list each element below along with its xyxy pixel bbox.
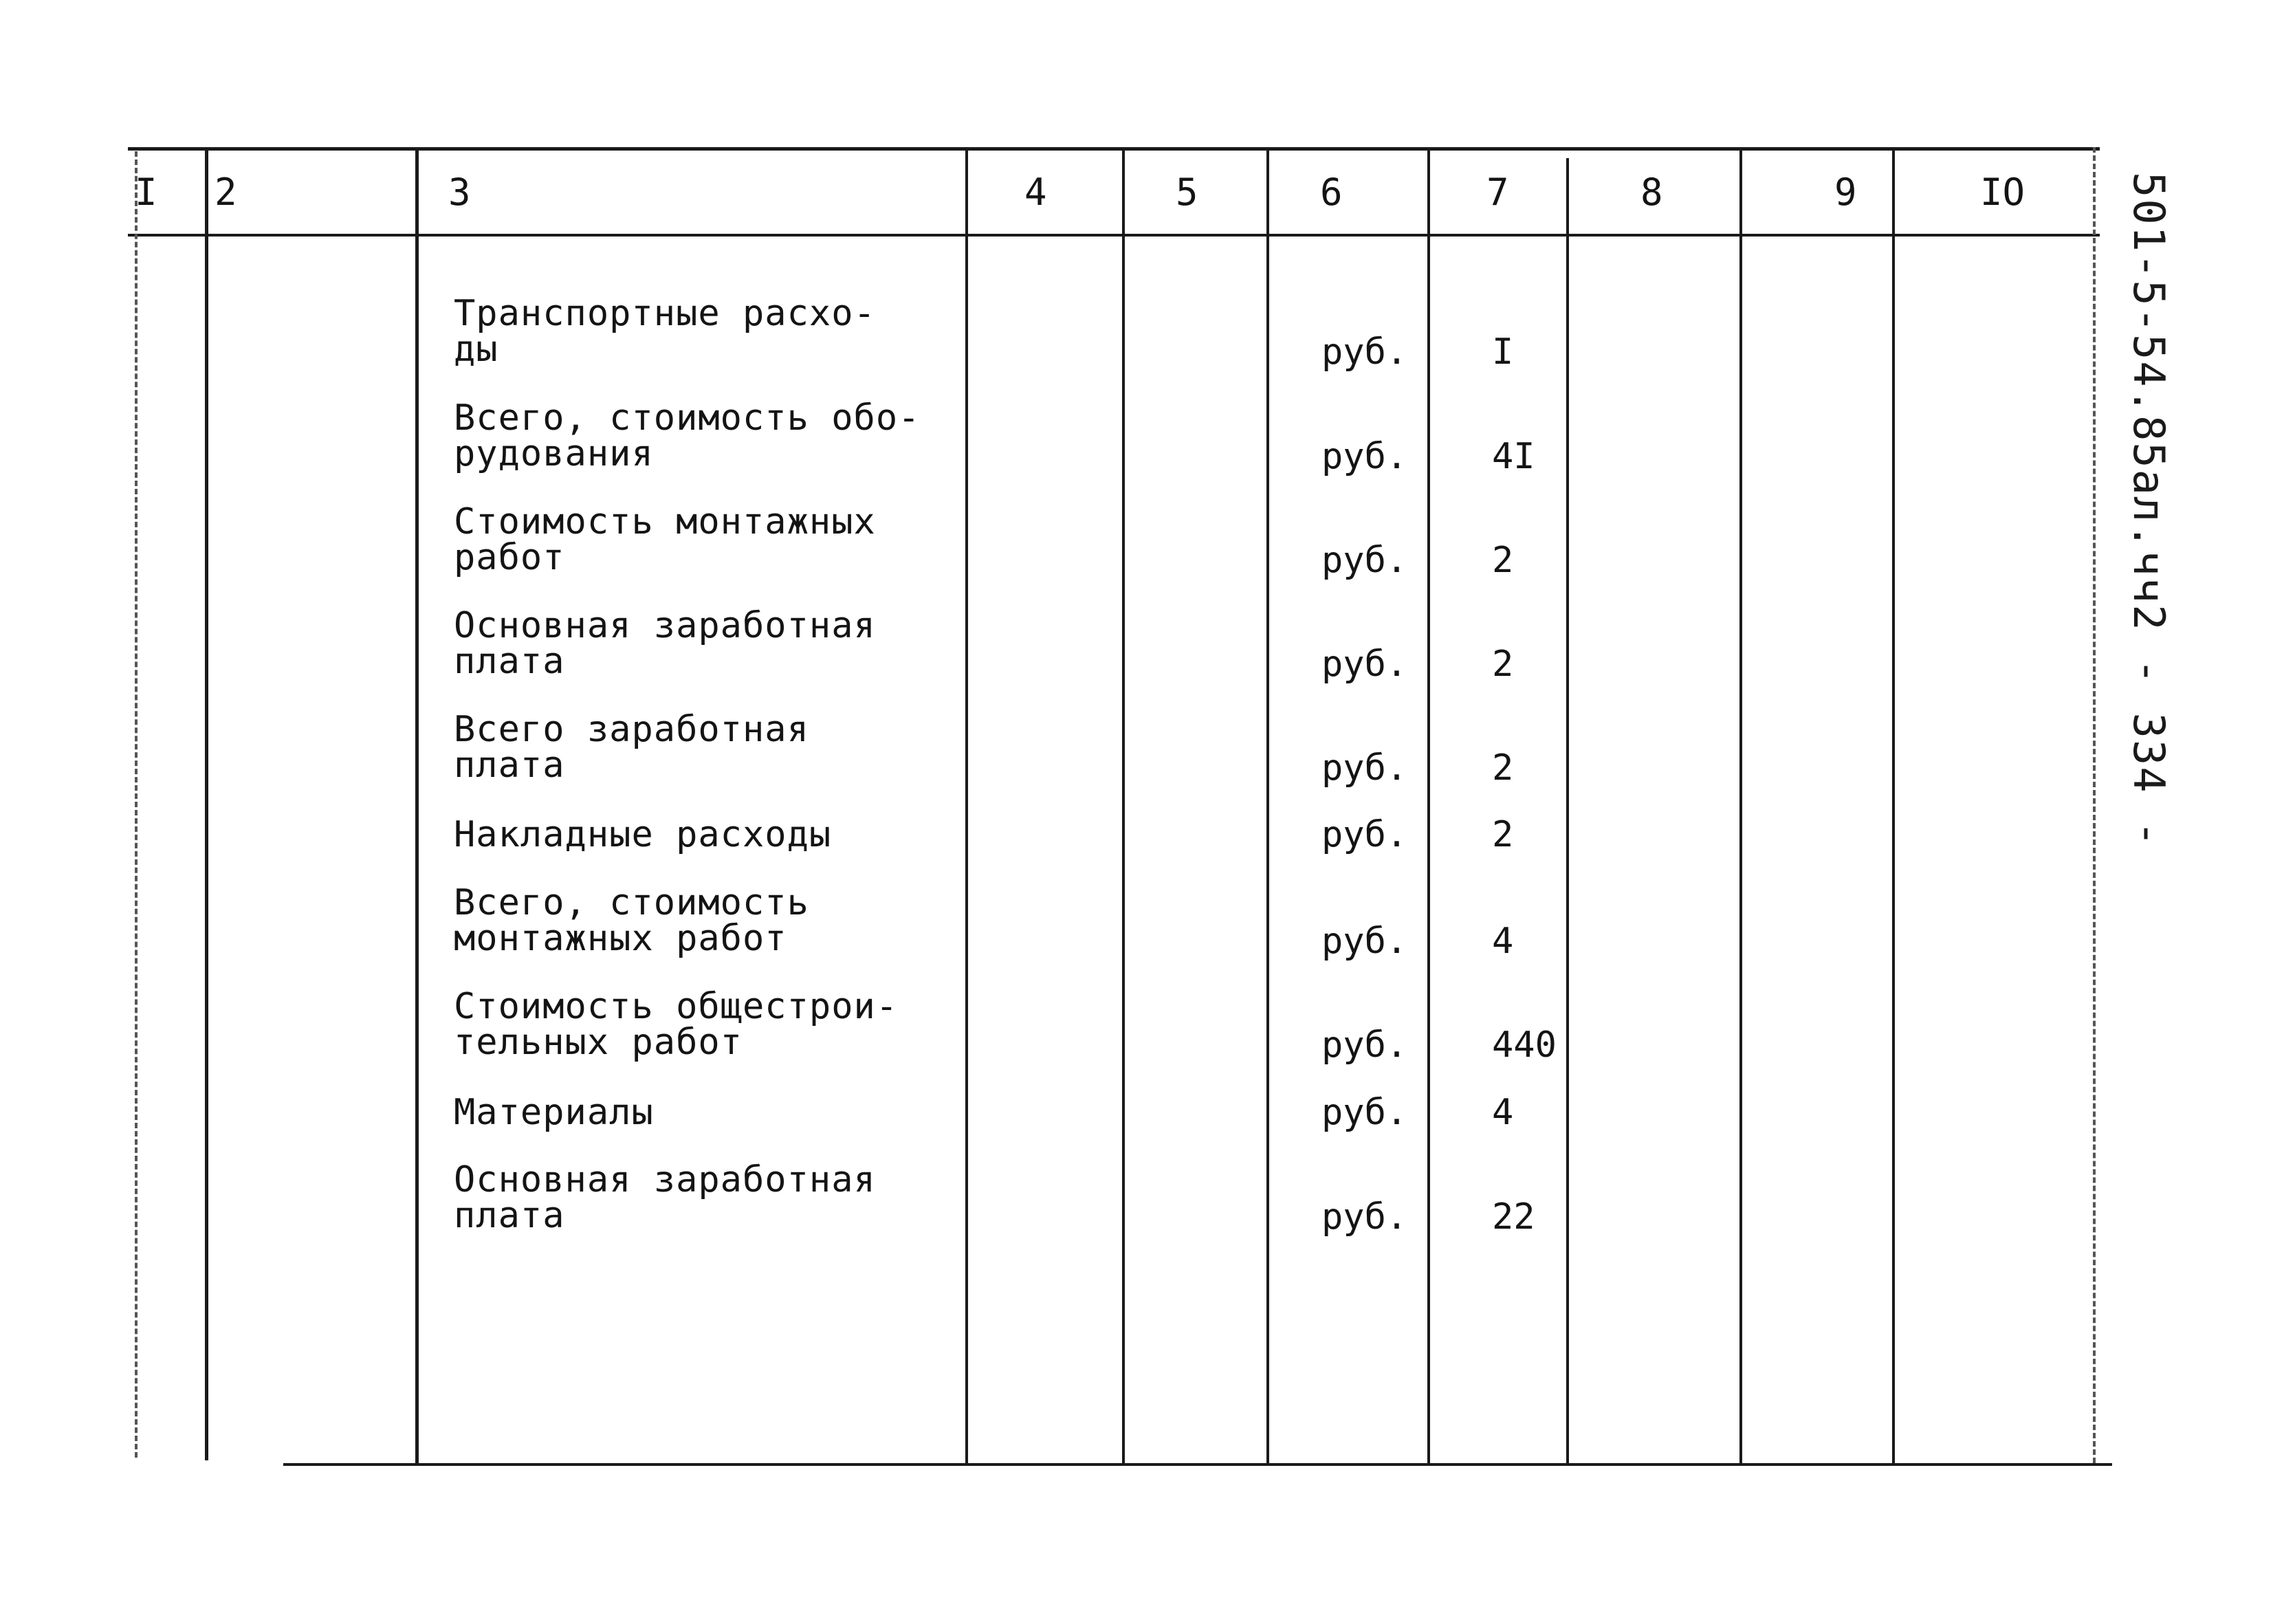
row-2-unit: руб. <box>1321 436 1408 477</box>
column-6-right-rule <box>1427 147 1430 1463</box>
column-7-right-rule <box>1566 158 1569 1463</box>
column-8-right-rule <box>1739 147 1742 1463</box>
row-4-quantity: 2 <box>1492 644 1514 685</box>
row-2-description: Всего, стоимость обо- рудования <box>454 397 921 474</box>
row-10-description: Основная заработная плата <box>454 1159 876 1236</box>
header-bottom-rule <box>128 234 2100 237</box>
column-number-9: 9 <box>1834 171 1857 214</box>
column-number-6: 6 <box>1320 171 1343 214</box>
row-8-quantity: 440 <box>1492 1024 1557 1066</box>
table-top-rule <box>128 147 2100 151</box>
column-number-4: 4 <box>1024 171 1047 214</box>
row-8-unit: руб. <box>1321 1024 1408 1066</box>
column-number-7: 7 <box>1486 171 1509 214</box>
document-code: 501-5-54.85ал.чч2 - 334 - <box>2124 172 2174 848</box>
column-number-10: IO <box>1980 171 2025 214</box>
row-2-quantity: 4I <box>1492 436 1535 477</box>
column-4-right-rule <box>1122 147 1125 1463</box>
column-9-right-rule <box>1892 147 1895 1463</box>
row-3-description: Стоимость монтажных работ <box>454 501 876 578</box>
column-10-right-rule <box>2093 147 2096 1463</box>
row-6-description: Накладные расходы <box>454 814 832 855</box>
column-number-2: 2 <box>215 171 237 214</box>
row-8-description: Стоимость общестрои- тельных работ <box>454 986 899 1063</box>
row-9-quantity: 4 <box>1492 1092 1514 1133</box>
column-1-right-rule <box>205 147 208 1460</box>
row-1-description: Транспортные расхо- ды <box>454 293 876 370</box>
row-7-quantity: 4 <box>1492 921 1514 962</box>
row-1-unit: руб. <box>1321 331 1408 373</box>
row-7-description: Всего, стоимость монтажных работ <box>454 882 809 959</box>
row-1-quantity: I <box>1492 331 1514 373</box>
row-6-unit: руб. <box>1321 814 1408 855</box>
row-10-quantity: 22 <box>1492 1196 1535 1238</box>
column-number-8: 8 <box>1640 171 1663 214</box>
table-bottom-rule <box>283 1463 2112 1466</box>
row-6-quantity: 2 <box>1492 814 1514 855</box>
row-3-quantity: 2 <box>1492 540 1514 581</box>
column-3-right-rule <box>965 147 968 1463</box>
column-5-right-rule <box>1266 147 1269 1463</box>
row-4-description: Основная заработная плата <box>454 605 876 682</box>
row-5-description: Всего заработная плата <box>454 709 809 786</box>
row-9-description: Материалы <box>454 1092 654 1133</box>
column-number-5: 5 <box>1176 171 1198 214</box>
row-4-unit: руб. <box>1321 644 1408 685</box>
row-10-unit: руб. <box>1321 1196 1408 1238</box>
column-number-3: 3 <box>448 171 471 214</box>
row-5-quantity: 2 <box>1492 747 1514 789</box>
row-7-unit: руб. <box>1321 921 1408 962</box>
row-3-unit: руб. <box>1321 540 1408 581</box>
row-9-unit: руб. <box>1321 1092 1408 1133</box>
column-number-1: I <box>135 171 157 214</box>
column-1-left-rule <box>135 151 138 1458</box>
column-2-right-rule <box>415 147 419 1463</box>
row-5-unit: руб. <box>1321 747 1408 789</box>
